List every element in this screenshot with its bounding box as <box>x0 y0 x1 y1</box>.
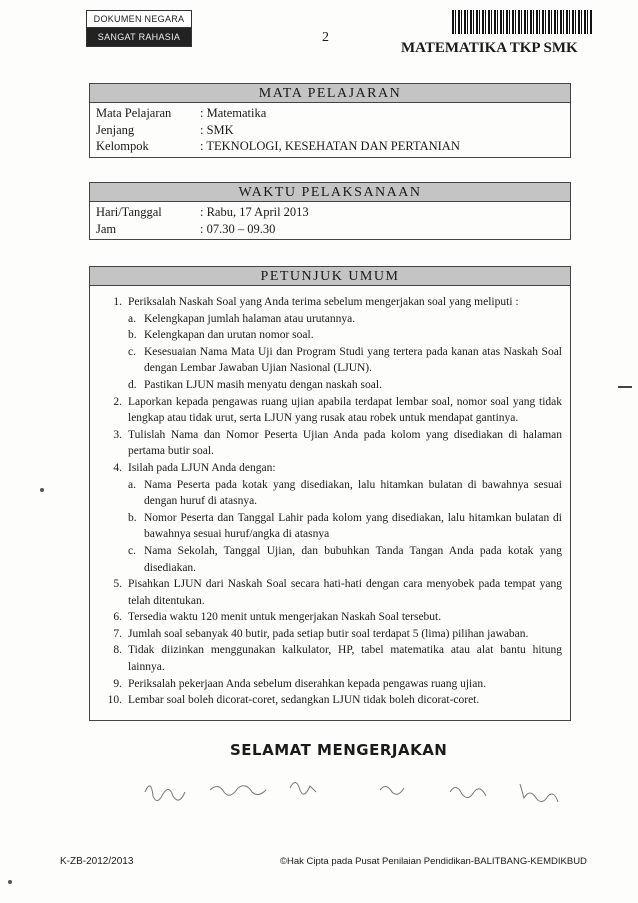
sub-text: Kesesuaian Nama Mata Uji dan Program Studi yang tertera pada kanan atas Naskah Soal dengan Lembar Jawaban Ujian Nasional (LJUN). <box>144 345 562 375</box>
sub-item <box>128 377 562 394</box>
instruction-item <box>98 294 562 311</box>
waktu-box <box>89 182 571 240</box>
sub-item <box>128 543 562 576</box>
info-row <box>96 122 570 139</box>
document-code: K-ZB-2012/2013 <box>60 856 134 867</box>
instruction-item <box>98 460 562 477</box>
item-text: Tidak diizinkan menggunakan kalkulator, HP, tabel matematika atau alat bantu hitung lainnya. <box>128 644 562 674</box>
item-text: Tulislah Nama dan Nomor Peserta Ujian Anda pada kolom yang disediakan di halaman pertama butir soal. <box>128 428 562 458</box>
instruction-item <box>98 427 562 460</box>
handwritten-scribble <box>140 770 580 810</box>
instruction-item <box>98 626 562 643</box>
item-number: 9. <box>113 677 122 690</box>
info-row <box>96 105 570 122</box>
sub-item <box>128 327 562 344</box>
petunjuk-box <box>89 266 571 721</box>
sub-number: a. <box>128 478 136 491</box>
item-number: 3. <box>113 428 122 441</box>
waktu-banner: WAKTU PELAKSANAAN <box>90 183 570 202</box>
info-row <box>96 221 570 238</box>
info-row <box>96 204 570 221</box>
item-text: Pisahkan LJUN dari Naskah Soal secara hati-hati dengan cara menyobek pada tempat yang telah ditentukan. <box>128 578 562 607</box>
sub-text: Kelengkapan jumlah halaman atau urutannya. <box>144 312 356 325</box>
item-number: 7. <box>113 627 122 640</box>
classification-stamp <box>86 10 192 47</box>
instruction-item <box>98 692 562 709</box>
sub-item <box>128 344 562 377</box>
info-label: Jam <box>96 221 117 236</box>
item-number: 4. <box>113 461 122 474</box>
stamp-line-1: DOKUMEN NEGARA <box>87 11 191 28</box>
sub-number: d. <box>128 378 137 391</box>
item-text: Periksalah pekerjaan Anda sebelum diserahkan kepada pengawas ruang ujian. <box>128 677 486 690</box>
item-text: Lembar soal boleh dicorat-coret, sedangkan LJUN tidak boleh dicorat-coret. <box>128 694 480 707</box>
sub-text: Pastikan LJUN masih menyatu dengan naskah soal. <box>144 378 382 391</box>
item-text: Jumlah soal sebanyak 40 butir, pada setiap butir soal terdapat 5 (lima) pilihan jawaban. <box>128 627 529 640</box>
header-title: MATEMATIKA TKP SMK <box>401 40 578 56</box>
page-number: 2 <box>322 30 329 45</box>
info-value: : 07.30 – 09.30 <box>200 221 276 236</box>
scan-dot <box>40 488 44 492</box>
item-number: 5. <box>113 578 122 591</box>
item-number: 6. <box>113 611 122 624</box>
stamp-line-2: SANGAT RAHASIA <box>87 28 191 46</box>
sub-number: a. <box>128 312 136 325</box>
sub-number: b. <box>128 329 137 342</box>
closing-message: SELAMAT MENGERJAKAN <box>230 741 448 759</box>
item-number: 10. <box>107 694 122 707</box>
instruction-item <box>98 576 562 609</box>
item-number: 2. <box>113 395 122 408</box>
sub-number: b. <box>128 511 137 524</box>
instruction-item <box>98 676 562 693</box>
sub-item <box>128 311 562 328</box>
scan-dot <box>8 880 12 884</box>
info-value: : TEKNOLOGI, KESEHATAN DAN PERTANIAN <box>200 139 460 154</box>
item-text: Laporkan kepada pengawas ruang ujian apabila terdapat lembar soal, nomor soal yang tidak lengkap atau tidak urut, serta LJUN yang rusak atau robek untuk mendapat gantinya. <box>128 395 562 425</box>
item-number: 1. <box>113 296 122 308</box>
info-label: Kelompok <box>96 139 149 154</box>
item-number: 8. <box>113 644 122 657</box>
info-value: : SMK <box>200 122 234 137</box>
sub-number: c. <box>128 544 136 557</box>
mata-pelajaran-box <box>89 83 571 158</box>
item-text: Tersedia waktu 120 menit untuk mengerjakan Naskah Soal tersebut. <box>128 611 442 624</box>
sub-number: c. <box>128 345 136 358</box>
info-value: : Rabu, 17 April 2013 <box>200 205 309 219</box>
barcode <box>452 10 592 34</box>
info-row <box>96 138 570 155</box>
mata-pelajaran-banner: MATA PELAJARAN <box>90 84 570 103</box>
sub-text: Kelengkapan dan urutan nomor soal. <box>144 329 314 342</box>
info-value: : Matematika <box>200 106 267 120</box>
instruction-item <box>98 394 562 427</box>
instruction-item <box>98 609 562 626</box>
info-label: Jenjang <box>96 122 135 137</box>
sub-item <box>128 477 562 510</box>
copyright-notice: ©Hak Cipta pada Pusat Penilaian Pendidikan-BALITBANG-KEMDIKBUD <box>280 856 587 867</box>
instruction-item <box>98 642 562 675</box>
item-text: Isilah pada LJUN Anda dengan: <box>128 461 276 474</box>
petunjuk-banner: PETUNJUK UMUM <box>90 267 570 286</box>
info-label: Hari/Tanggal <box>96 205 162 219</box>
sub-text: Nama Sekolah, Tanggal Ujian, dan bubuhkan Tanda Tangan Anda pada kotak yang disediakan. <box>144 544 562 574</box>
sub-text: Nama Peserta pada kotak yang disediakan, lalu hitamkan bulatan di bawahnya sesuai dengan huruf di atasnya. <box>144 478 562 508</box>
sub-text: Nomor Peserta dan Tanggal Lahir pada kolom yang disediakan, lalu hitamkan bulatan di bawahnya sesuai huruf/angka di atasnya <box>144 511 562 541</box>
scan-mark <box>618 386 632 388</box>
sub-item <box>128 510 562 543</box>
instruction-list <box>90 286 570 713</box>
item-text: Periksalah Naskah Soal yang Anda terima sebelum mengerjakan soal yang meliputi : <box>128 296 519 308</box>
info-label: Mata Pelajaran <box>96 106 172 120</box>
